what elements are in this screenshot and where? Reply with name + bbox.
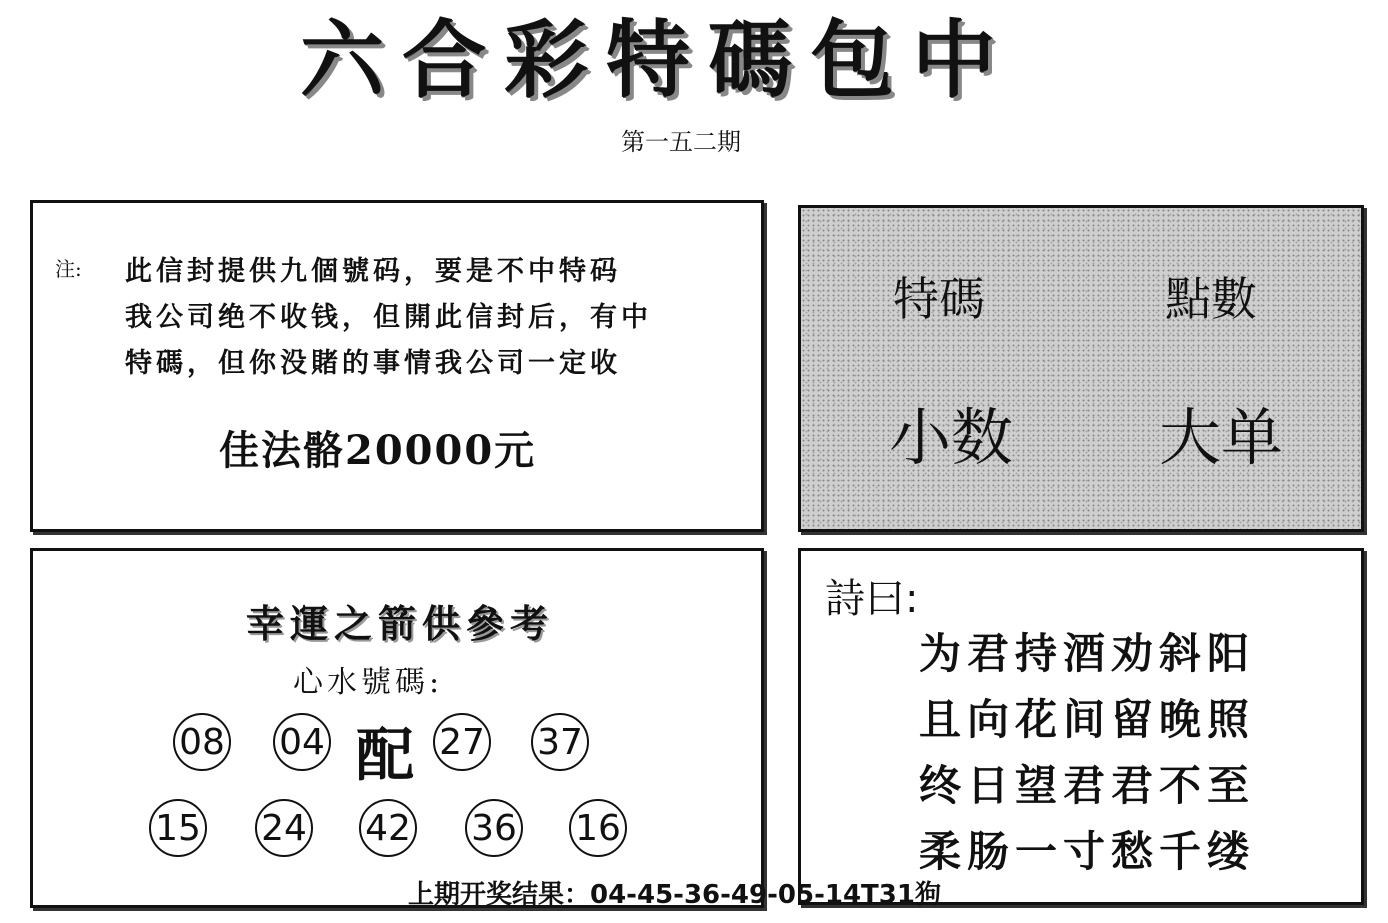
note-label: 注: [55, 257, 82, 281]
lucky-title: 幸運之箭供參考 [245, 601, 554, 646]
poem-box [798, 548, 1364, 905]
last-draw-result: 上期开奖结果：04-45-36-49-05-14T31狗 [408, 880, 941, 910]
poem-line-4: 柔肠一寸愁千缕 [919, 827, 1256, 876]
number-ball: 27 [433, 713, 491, 771]
pei-label: 配 [356, 721, 415, 789]
poem-line-2: 且向花间留晚照 [919, 695, 1256, 744]
tema-box [798, 205, 1364, 532]
number-ball: 15 [149, 799, 207, 857]
prize-amount: 佳法骼20000元 [219, 427, 537, 474]
points-value: 大单 [1159, 401, 1284, 474]
notice-line-1: 此信封提供九個號码，要是不中特码 [125, 256, 621, 287]
number-ball: 24 [255, 799, 313, 857]
number-ball: 37 [531, 713, 589, 771]
number-ball: 16 [569, 799, 627, 857]
poem-line-1: 为君持酒劝斜阳 [919, 629, 1256, 678]
number-ball: 04 [273, 713, 331, 771]
number-ball: 42 [359, 799, 417, 857]
number-ball: 08 [173, 713, 231, 771]
issue-number: 第一五二期 [621, 128, 741, 156]
tema-value: 小数 [889, 401, 1014, 474]
poem-label: 詩曰: [825, 576, 919, 622]
poem-line-3: 终日望君君不至 [919, 761, 1256, 810]
number-ball: 36 [465, 799, 523, 857]
lucky-numbers-box [30, 548, 764, 908]
points-heading: 點數 [1165, 272, 1257, 326]
page-title: 六合彩特碼包中 [300, 10, 1015, 109]
tema-heading: 特碼 [893, 272, 985, 326]
notice-box [30, 200, 764, 532]
notice-line-2: 我公司绝不收钱，但開此信封后，有中 [125, 302, 652, 333]
lucky-subtitle: 心水號碼: [293, 665, 444, 700]
notice-line-3: 特碼，但你没賭的事情我公司一定收 [125, 348, 621, 379]
